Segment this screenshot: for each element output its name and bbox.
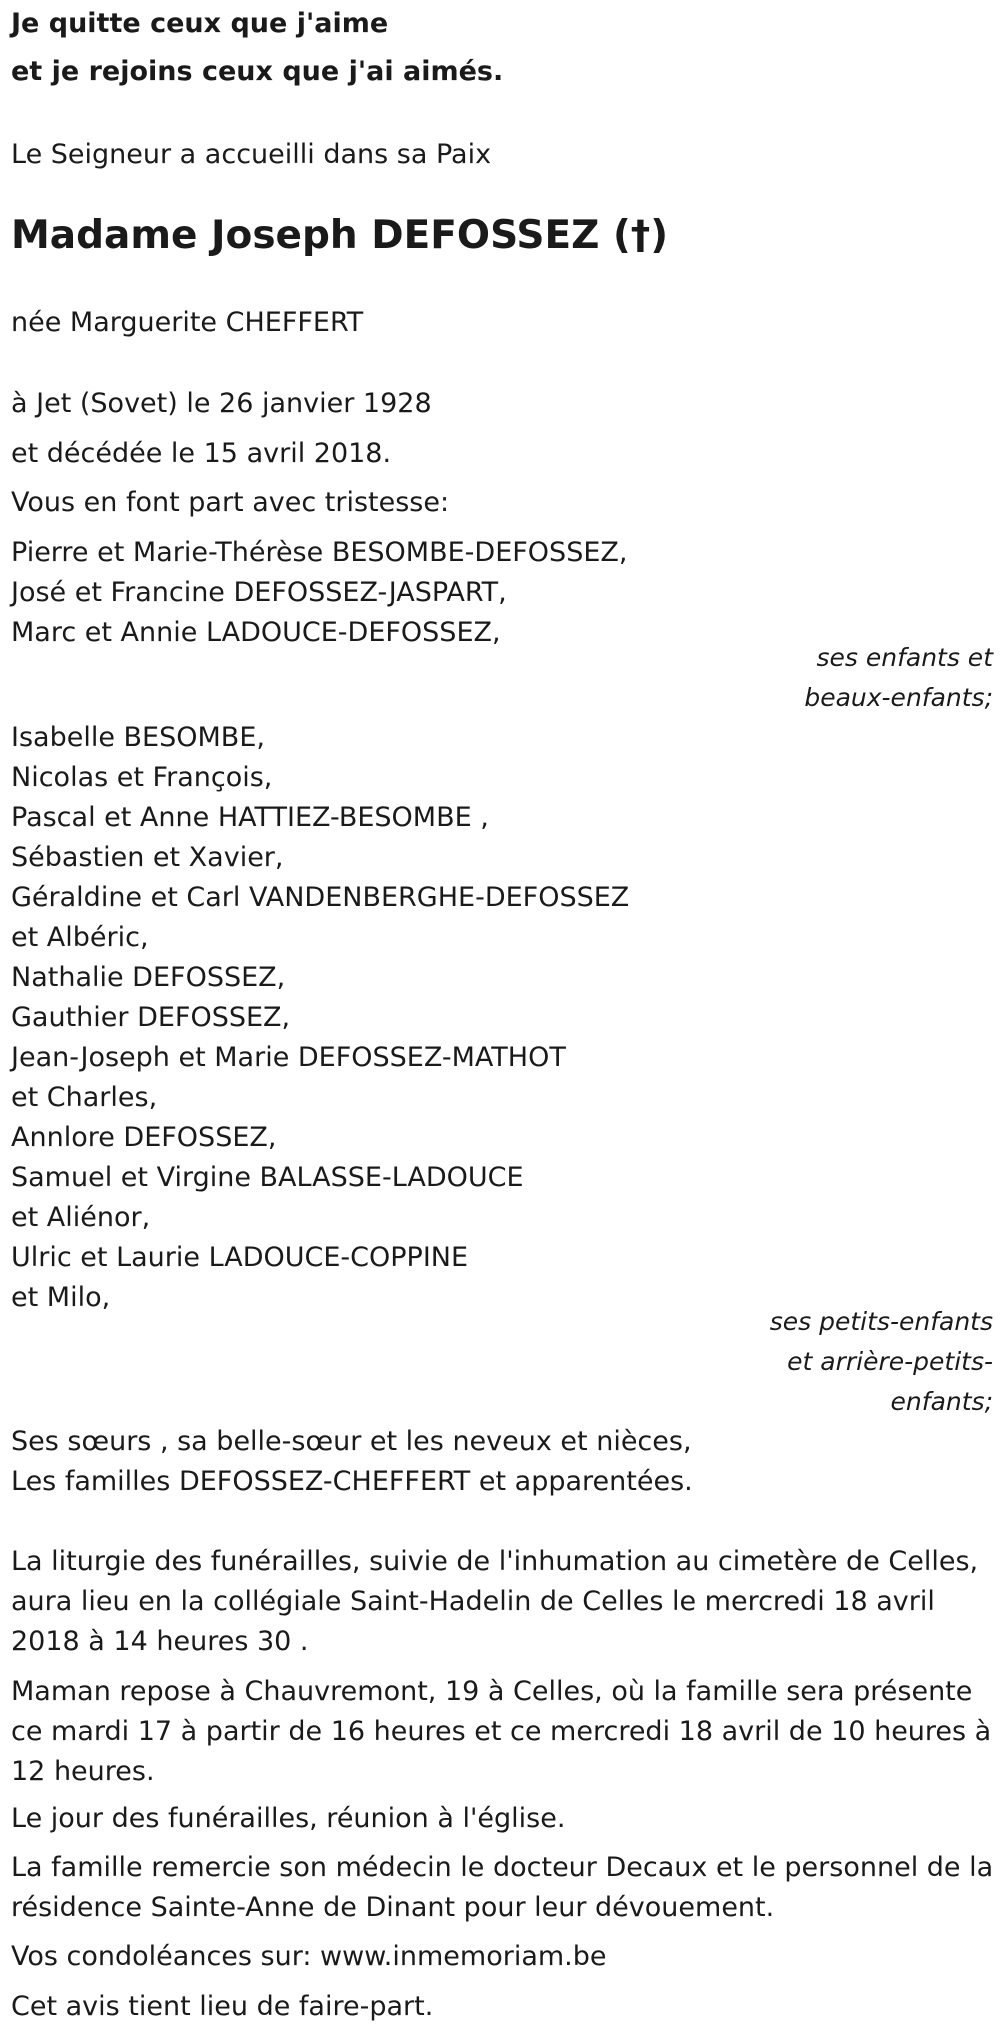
list-item: Ses sœurs , sa belle-sœur et les neveux et nièces,	[11, 1426, 692, 1457]
list-item: Jean-Joseph et Marie DEFOSSEZ-MATHOT	[11, 1042, 566, 1073]
list-item: et Albéric,	[11, 922, 149, 953]
funeral-paragraph: La liturgie des funérailles, suivie de l'inhumation au cimetère de Celles, aura lieu en la collégiale Saint-Hadelin de Celles le mercredi 18 avril 2018 à 14 heures 30 .	[11, 1546, 979, 1657]
children-list	[11, 533, 996, 653]
epigraph-line: Je quitte ceux que j'aime	[11, 8, 389, 39]
role-line: ses enfants et	[816, 643, 993, 672]
death-info: et décédée le 15 avril 2018.	[11, 438, 392, 469]
list-item: et Milo,	[11, 1282, 111, 1313]
other-relatives	[11, 1422, 996, 1502]
list-item: Pierre et Marie-Thérèse BESOMBE-DEFOSSEZ,	[11, 537, 628, 568]
list-item: Isabelle BESOMBE,	[11, 722, 265, 753]
list-item: Sébastien et Xavier,	[11, 842, 284, 873]
birth-info: à Jet (Sovet) le 26 janvier 1928	[11, 388, 432, 419]
list-item: Samuel et Virgine BALASSE-LADOUCE	[11, 1162, 524, 1193]
list-item: Géraldine et Carl VANDENBERGHE-DEFOSSEZ	[11, 882, 630, 913]
role-line: beaux-enfants;	[804, 683, 993, 712]
list-item: Nicolas et François,	[11, 762, 273, 793]
list-item: et Charles,	[11, 1082, 158, 1113]
list-item: Nathalie DEFOSSEZ,	[11, 962, 286, 993]
visitation-paragraph: Maman repose à Chauvremont, 19 à Celles, où la famille sera présente ce mardi 17 à partir de 16 heures et ce mercredi 18 avril de 10 heures à 12 heures.	[11, 1676, 992, 1787]
announcement: Vous en font part avec tristesse:	[11, 487, 450, 518]
list-item: et Aliénor,	[11, 1202, 151, 1233]
grandchildren-role	[11, 1302, 996, 1422]
condolences-line: Vos condoléances sur: www.inmemoriam.be	[11, 1941, 607, 1972]
children-role	[11, 638, 996, 718]
list-item: Les familles DEFOSSEZ-CHEFFERT et apparentées.	[11, 1466, 693, 1497]
list-item: Marc et Annie LADOUCE-DEFOSSEZ,	[11, 617, 501, 648]
role-line: ses petits-enfants	[769, 1307, 993, 1336]
grandchildren-list	[11, 718, 996, 1318]
intro-text: Le Seigneur a accueilli dans sa Paix	[11, 139, 492, 170]
list-item: Ulric et Laurie LADOUCE-COPPINE	[11, 1242, 469, 1273]
list-item: Annlore DEFOSSEZ,	[11, 1122, 277, 1153]
list-item: Pascal et Anne HATTIEZ-BESOMBE ,	[11, 802, 489, 833]
maiden-name: née Marguerite CHEFFERT	[11, 307, 364, 338]
list-item: Gauthier DEFOSSEZ,	[11, 1002, 291, 1033]
epigraph-line: et je rejoins ceux que j'ai aimés.	[11, 56, 504, 87]
epigraph	[11, 4, 996, 100]
meeting-paragraph: Le jour des funérailles, réunion à l'église.	[11, 1803, 566, 1834]
list-item: José et Francine DEFOSSEZ-JASPART,	[11, 577, 507, 608]
role-line: enfants;	[890, 1387, 993, 1416]
role-line: et arrière-petits-	[787, 1347, 993, 1376]
thanks-paragraph: La famille remercie son médecin le docteur Decaux et le personnel de la résidence Sainte-Anne de Dinant pour leur dévouement.	[11, 1852, 994, 1923]
closing-line: Cet avis tient lieu de faire-part.	[11, 1991, 434, 2022]
deceased-name: Madame Joseph DEFOSSEZ (†)	[11, 213, 669, 258]
